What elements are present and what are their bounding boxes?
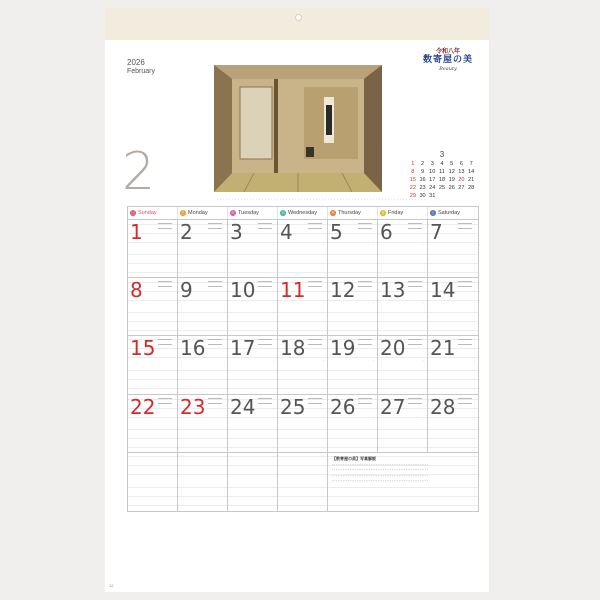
day-number: 27 xyxy=(380,394,406,419)
day-annotation-marks xyxy=(258,398,272,404)
weekday-badge-icon: 日 xyxy=(131,210,135,215)
day-number: 24 xyxy=(230,394,256,419)
weekday-badge-icon: 火 xyxy=(231,210,235,215)
day-number: 8 xyxy=(130,278,143,303)
day-annotation-marks xyxy=(258,339,272,345)
day-annotation-marks xyxy=(358,223,372,229)
big-month-number: 2 xyxy=(122,142,156,202)
mini-calendar-day: 15 xyxy=(409,177,416,183)
day-number: 12 xyxy=(330,278,356,303)
mini-calendar-grid xyxy=(408,160,476,200)
mini-calendar-day: 19 xyxy=(448,177,455,183)
weekday-label: Saturday xyxy=(438,210,461,216)
day-cell[interactable] xyxy=(178,220,228,277)
day-number: 22 xyxy=(130,394,156,419)
page-number: 12 xyxy=(109,583,114,588)
photo-caption-strip: ・・・・・・・・・・・・・・・・・・・・・・・・・・・・・・・・・・・・・・・・・・・・・・・・・・・・・・・・・・・・・・・・・・・・・・・ xyxy=(216,198,430,202)
rokuyo-marker-icon: · xyxy=(473,301,475,306)
weekday-badge-icon: 木 xyxy=(331,210,335,215)
week-row xyxy=(128,220,478,278)
day-annotation-marks xyxy=(158,281,172,287)
mini-calendar-day: 30 xyxy=(419,193,426,199)
notes-text-line: ･･･････････････････････････････････････････････････････ xyxy=(332,468,429,473)
mini-calendar-day: 10 xyxy=(429,169,436,175)
mini-calendar-day: 2 xyxy=(421,161,425,167)
day-number: 6 xyxy=(380,220,393,244)
day-number: 26 xyxy=(330,394,356,419)
rokuyo-marker-icon: · xyxy=(372,417,374,422)
day-number: 18 xyxy=(280,336,306,361)
empty-cell xyxy=(178,453,228,511)
rokuyo-marker-icon: · xyxy=(272,243,274,247)
mini-calendar-day: 7 xyxy=(469,161,473,167)
day-cell[interactable] xyxy=(228,395,278,452)
day-cell[interactable] xyxy=(228,278,278,335)
notes-title: 【数寄屋の美】写真解説 xyxy=(332,455,376,461)
day-cell[interactable] xyxy=(428,336,478,393)
photo-notes-box xyxy=(328,453,478,511)
day-cell[interactable] xyxy=(228,220,278,277)
day-cell[interactable] xyxy=(278,336,328,393)
day-number: 1 xyxy=(130,220,143,244)
mini-calendar-day: 4 xyxy=(440,161,444,167)
day-number: 14 xyxy=(430,278,456,303)
month-name-label: February xyxy=(127,68,156,75)
month-grid xyxy=(127,206,479,512)
day-number: 9 xyxy=(180,278,193,303)
mini-calendar-day: 22 xyxy=(409,185,416,191)
day-cell[interactable] xyxy=(378,278,428,335)
empty-cell xyxy=(128,453,178,511)
rokuyo-marker-icon: · xyxy=(372,301,374,306)
day-annotation-marks xyxy=(258,223,272,229)
day-cell[interactable] xyxy=(278,220,328,277)
day-number: 2 xyxy=(180,220,193,244)
day-cell[interactable] xyxy=(428,395,478,452)
rokuyo-marker-icon: · xyxy=(473,243,475,247)
day-annotation-marks xyxy=(158,339,172,345)
weekday-label: Thursday xyxy=(338,210,361,216)
mini-calendar-month: 3 xyxy=(439,150,445,159)
mini-calendar-next-month xyxy=(408,150,476,200)
day-cell[interactable] xyxy=(378,395,428,452)
day-cell[interactable] xyxy=(428,220,478,277)
day-cell[interactable] xyxy=(278,278,328,335)
mini-calendar-day: 20 xyxy=(458,177,465,183)
day-annotation-marks xyxy=(308,398,322,404)
mini-calendar-day: 3 xyxy=(430,161,434,167)
day-cell[interactable] xyxy=(428,278,478,335)
day-cell[interactable] xyxy=(378,336,428,393)
empty-cell xyxy=(278,453,328,511)
day-cell[interactable] xyxy=(128,336,178,393)
mini-calendar-day: 25 xyxy=(438,185,446,191)
day-annotation-marks xyxy=(458,339,472,345)
mini-calendar-day: 21 xyxy=(468,177,475,183)
day-number: 15 xyxy=(130,336,156,361)
mini-calendar-day: 29 xyxy=(409,193,416,199)
day-annotation-marks xyxy=(208,339,222,345)
mini-calendar-day: 1 xyxy=(411,161,415,167)
mini-calendar-day: 11 xyxy=(439,169,445,175)
mini-calendar-day: 16 xyxy=(419,177,426,183)
rokuyo-marker-icon: · xyxy=(322,417,324,422)
mini-calendar-day: 23 xyxy=(419,185,426,191)
day-number: 5 xyxy=(330,220,343,244)
day-number: 23 xyxy=(180,394,206,419)
day-number: 10 xyxy=(230,278,256,303)
rokuyo-marker-icon: · xyxy=(422,243,424,247)
mini-calendar-day: 28 xyxy=(468,185,475,191)
mini-calendar-day: 6 xyxy=(459,161,463,167)
day-annotation-marks xyxy=(358,398,372,404)
day-annotation-marks xyxy=(208,223,222,229)
day-number: 13 xyxy=(380,278,406,303)
notes-text-line: ･･･････････････････････････････････････････････････････ xyxy=(332,473,429,478)
day-number: 3 xyxy=(230,220,243,244)
mini-calendar-day: 31 xyxy=(429,193,436,199)
weekday-label: Tuesday xyxy=(238,210,259,216)
mini-calendar-day: 27 xyxy=(458,185,465,191)
weekday-label: Monday xyxy=(188,210,208,216)
rokuyo-marker-icon: · xyxy=(322,243,324,247)
day-number: 17 xyxy=(230,336,256,361)
rokuyo-marker-icon: · xyxy=(422,359,424,364)
day-annotation-marks xyxy=(308,281,322,287)
day-cell[interactable] xyxy=(328,220,378,277)
rokuyo-marker-icon: · xyxy=(322,359,324,364)
weekday-label: Wednesday xyxy=(288,210,317,216)
weekday-header-sunday xyxy=(128,207,178,219)
day-cell[interactable] xyxy=(128,220,178,277)
logo-era: 令和八年 xyxy=(435,49,460,55)
day-annotation-marks xyxy=(408,281,422,287)
rokuyo-marker-icon: · xyxy=(422,301,424,306)
day-annotation-marks xyxy=(258,281,272,287)
day-annotation-marks xyxy=(208,398,222,404)
day-number: 16 xyxy=(180,336,206,361)
day-annotation-marks xyxy=(408,339,422,345)
day-number: 4 xyxy=(280,220,293,244)
hanging-hole xyxy=(295,14,302,21)
tea-room-photo xyxy=(214,65,382,192)
day-cell[interactable] xyxy=(228,336,278,393)
day-cell[interactable] xyxy=(128,278,178,335)
week-row xyxy=(128,278,478,336)
weekday-header-thursday xyxy=(328,207,378,219)
weekday-label: Friday xyxy=(388,210,404,216)
day-annotation-marks xyxy=(408,398,422,404)
rokuyo-marker-icon: · xyxy=(322,301,324,306)
day-annotation-marks xyxy=(308,339,322,345)
day-number: 20 xyxy=(380,336,406,361)
logo-subtitle: Beauty xyxy=(439,66,457,72)
week-row xyxy=(128,336,478,394)
rokuyo-marker-icon: · xyxy=(272,417,274,422)
mini-calendar-day: 5 xyxy=(450,161,454,167)
week-row-empty xyxy=(128,453,478,511)
logo-title: 数寄屋の美 xyxy=(422,55,473,65)
mini-calendar-day: 14 xyxy=(468,169,475,175)
empty-cell xyxy=(228,453,278,511)
day-annotation-marks xyxy=(158,223,172,229)
mini-calendar-day: 24 xyxy=(429,185,436,191)
weekday-badge-icon: 水 xyxy=(281,210,285,215)
day-cell[interactable] xyxy=(178,395,228,452)
weekday-header-friday xyxy=(378,207,428,219)
day-annotation-marks xyxy=(458,398,472,404)
weekday-header-wednesday xyxy=(278,207,328,219)
rokuyo-marker-icon: · xyxy=(272,359,274,364)
day-number: 28 xyxy=(430,394,456,419)
weekday-label: Sunday xyxy=(138,210,157,216)
day-cell[interactable] xyxy=(128,395,178,452)
day-annotation-marks xyxy=(208,281,222,287)
weekday-header-saturday xyxy=(428,207,478,219)
day-cell[interactable] xyxy=(378,220,428,277)
day-annotation-marks xyxy=(458,223,472,229)
day-number: 7 xyxy=(430,220,443,244)
week-row xyxy=(128,395,478,453)
rokuyo-marker-icon: · xyxy=(372,243,374,247)
weekday-header-monday xyxy=(178,207,228,219)
day-annotation-marks xyxy=(358,339,372,345)
day-cell[interactable] xyxy=(178,336,228,393)
weekday-badge-icon: 金 xyxy=(381,210,385,215)
day-annotation-marks xyxy=(408,223,422,229)
day-cell[interactable] xyxy=(328,336,378,393)
day-cell[interactable] xyxy=(178,278,228,335)
day-cell[interactable] xyxy=(278,395,328,452)
day-annotation-marks xyxy=(158,398,172,404)
rokuyo-marker-icon: · xyxy=(422,417,424,422)
mini-calendar-day: 17 xyxy=(429,177,436,183)
day-number: 11 xyxy=(280,278,306,303)
weekday-header-row xyxy=(128,207,478,220)
year-label: 2026 xyxy=(127,58,145,67)
mini-calendar-day: 26 xyxy=(448,185,455,191)
day-number: 21 xyxy=(430,336,456,361)
notes-text-line: ･･･････････････････････････････････････････････････････ xyxy=(332,479,429,484)
day-annotation-marks xyxy=(458,281,472,287)
day-cell[interactable] xyxy=(328,395,378,452)
mini-calendar-day: 13 xyxy=(458,169,465,175)
rokuyo-marker-icon: · xyxy=(372,359,374,364)
day-number: 25 xyxy=(280,394,306,419)
mini-calendar-day: 9 xyxy=(421,169,425,175)
mini-calendar-day: 8 xyxy=(411,169,415,175)
weekday-badge-icon: 土 xyxy=(431,210,435,215)
mini-calendar-day: 12 xyxy=(448,169,455,175)
calendar-header-strip xyxy=(105,8,489,40)
weekday-badge-icon: 月 xyxy=(181,210,185,215)
weekday-header-tuesday xyxy=(228,207,278,219)
day-annotation-marks xyxy=(308,223,322,229)
rokuyo-marker-icon: · xyxy=(272,301,274,306)
notes-text-line: ･･･････････････････････････････････････････････････････ xyxy=(332,462,429,467)
day-cell[interactable] xyxy=(328,278,378,335)
rokuyo-marker-icon: · xyxy=(473,417,475,422)
week-rows xyxy=(128,220,478,511)
day-annotation-marks xyxy=(358,281,372,287)
mini-calendar-day: 18 xyxy=(438,177,446,183)
brand-logo xyxy=(420,46,476,72)
day-number: 19 xyxy=(330,336,356,361)
rokuyo-marker-icon: · xyxy=(473,359,475,364)
